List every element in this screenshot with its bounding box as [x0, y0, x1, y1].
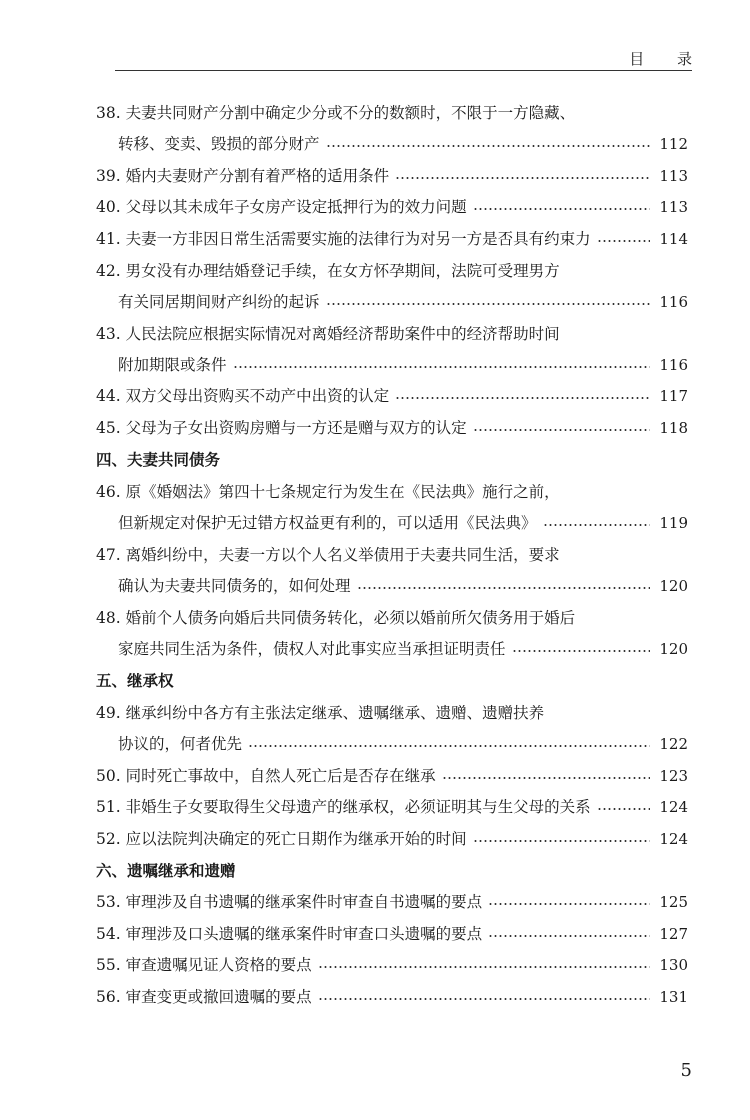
toc-entry-title: 46. 原《婚姻法》第四十七条规定行为发生在《民法典》施行之前，: [96, 483, 560, 501]
toc-entry-title: 43. 人民法院应根据实际情况对离婚经济帮助案件中的经济帮助时间: [96, 325, 560, 343]
dot-leader: [473, 208, 650, 210]
toc-entry[interactable]: [96, 101, 575, 125]
toc-entry[interactable]: [96, 384, 688, 408]
toc-entry-title: 45. 父母为子女出资购房赠与一方还是赠与双方的认定: [96, 419, 467, 437]
toc-entry[interactable]: [96, 764, 688, 788]
toc-entry-title: 47. 离婚纠纷中，夫妻一方以个人名义举债用于夫妻共同生活，要求: [96, 546, 560, 564]
toc-page-number: 120: [659, 577, 688, 595]
toc-entry-title-cont: 附加期限或条件: [118, 356, 227, 374]
toc-entry-continuation[interactable]: [118, 290, 688, 314]
toc-page-number: 123: [659, 767, 688, 785]
toc-entry-title: 55. 审查遗嘱见证人资格的要点: [96, 956, 312, 974]
toc-entry-title-cont: 但新规定对保护无过错方权益更有利的，可以适用《民法典》: [118, 514, 537, 532]
toc-page-number: 119: [659, 514, 688, 532]
dot-leader: [488, 935, 650, 937]
toc-entry-title: 40. 父母以其未成年子女房产设定抵押行为的效力问题: [96, 198, 467, 216]
dot-leader: [512, 650, 650, 652]
toc-entry-title-cont: 协议的，何者优先: [118, 735, 243, 753]
toc-page-number: 118: [659, 419, 688, 437]
toc-entry[interactable]: [96, 985, 688, 1009]
page-number: 5: [680, 1060, 692, 1081]
toc-entry-title-cont: 有关同居期间财产纠纷的起诉: [118, 293, 320, 311]
toc-entry-continuation[interactable]: [118, 732, 688, 756]
toc-page-number: 114: [659, 230, 688, 248]
toc-entry-title: 41. 夫妻一方非因日常生活需要实施的法律行为对另一方是否具有约束力: [96, 230, 591, 248]
dot-leader: [357, 587, 650, 589]
toc-page-number: 124: [659, 830, 688, 848]
toc-entry[interactable]: [96, 890, 688, 914]
dot-leader: [318, 998, 650, 1000]
toc-entry[interactable]: [96, 227, 688, 251]
toc-entry[interactable]: [96, 827, 688, 851]
toc-entry-title: 39. 婚内夫妻财产分割有着严格的适用条件: [96, 167, 390, 185]
toc-entry-title: 49. 继承纠纷中各方有主张法定继承、遗嘱继承、遗赠、遗赠扶养: [96, 704, 545, 722]
dot-leader: [233, 366, 650, 368]
toc-entry[interactable]: [96, 322, 560, 346]
section-heading: 五、继承权: [96, 672, 174, 690]
toc-page-number: 131: [659, 988, 688, 1006]
section-heading: 四、夫妻共同债务: [96, 451, 221, 469]
toc-entry[interactable]: [96, 164, 688, 188]
dot-leader: [248, 745, 650, 747]
dot-leader: [326, 303, 650, 305]
toc-entry[interactable]: [96, 480, 560, 504]
dot-leader: [318, 966, 650, 968]
toc-entry-continuation[interactable]: [118, 574, 688, 598]
section-heading: 六、遗嘱继承和遗赠: [96, 862, 236, 880]
dot-leader: [395, 397, 650, 399]
toc-entry-title: 54. 审理涉及口头遗嘱的继承案件时审查口头遗嘱的要点: [96, 925, 483, 943]
dot-leader: [488, 903, 650, 905]
toc-entry[interactable]: [96, 795, 688, 819]
toc-page-number: 112: [659, 135, 688, 153]
toc-page-number: 127: [659, 925, 688, 943]
dot-leader: [326, 145, 650, 147]
toc-entry[interactable]: [96, 701, 544, 725]
toc-page-number: 113: [659, 167, 688, 185]
toc-entry-title-cont: 确认为夫妻共同债务的，如何处理: [118, 577, 351, 595]
toc-entry-continuation[interactable]: [118, 353, 688, 377]
toc-entry[interactable]: [96, 953, 688, 977]
toc-entry-title: 51. 非婚生子女要取得生父母遗产的继承权，必须证明其与生父母的关系: [96, 798, 591, 816]
toc-entry-title-cont: 转移、变卖、毁损的部分财产: [118, 135, 320, 153]
toc-entry[interactable]: [96, 922, 688, 946]
header-title: 目 录: [629, 50, 706, 68]
toc-entry-continuation[interactable]: [118, 511, 688, 535]
toc-entry[interactable]: [96, 543, 560, 567]
dot-leader: [442, 777, 650, 779]
toc-entry[interactable]: [96, 259, 560, 283]
toc-entry-title: 52. 应以法院判决确定的死亡日期作为继承开始的时间: [96, 830, 467, 848]
toc-entry[interactable]: [96, 606, 575, 630]
toc-entry-continuation[interactable]: [118, 637, 688, 661]
toc-page-number: 124: [659, 798, 688, 816]
toc-page-number: 120: [659, 640, 688, 658]
toc-entry-title: 53. 审理涉及自书遗嘱的继承案件时审查自书遗嘱的要点: [96, 893, 483, 911]
toc-page-number: 116: [659, 356, 688, 374]
toc-entry-title-cont: 家庭共同生活为条件，债权人对此事实应当承担证明责任: [118, 640, 506, 658]
toc-page-number: 122: [659, 735, 688, 753]
toc-page-number: 125: [659, 893, 688, 911]
toc-entry-title: 42. 男女没有办理结婚登记手续，在女方怀孕期间，法院可受理男方: [96, 262, 560, 280]
toc-page-number: 117: [659, 387, 688, 405]
toc-entry-title: 48. 婚前个人债务向婚后共同债务转化，必须以婚前所欠债务用于婚后: [96, 609, 576, 627]
toc-entry-title: 56. 审查变更或撤回遗嘱的要点: [96, 988, 312, 1006]
toc-entry[interactable]: [96, 416, 688, 440]
dot-leader: [473, 429, 650, 431]
dot-leader: [395, 177, 650, 179]
toc-entry[interactable]: [96, 195, 688, 219]
toc-entry-title: 44. 双方父母出资购买不动产中出资的认定: [96, 387, 390, 405]
toc-page-number: 116: [659, 293, 688, 311]
dot-leader: [543, 524, 650, 526]
toc-entry-continuation[interactable]: [118, 132, 688, 156]
toc-page-number: 113: [659, 198, 688, 216]
dot-leader: [597, 808, 650, 810]
toc-entry-title: 50. 同时死亡事故中，自然人死亡后是否存在继承: [96, 767, 436, 785]
toc-page-number: 130: [659, 956, 688, 974]
dot-leader: [473, 840, 650, 842]
toc-entry-title: 38. 夫妻共同财产分割中确定少分或不分的数额时，不限于一方隐藏、: [96, 104, 576, 122]
dot-leader: [597, 240, 650, 242]
